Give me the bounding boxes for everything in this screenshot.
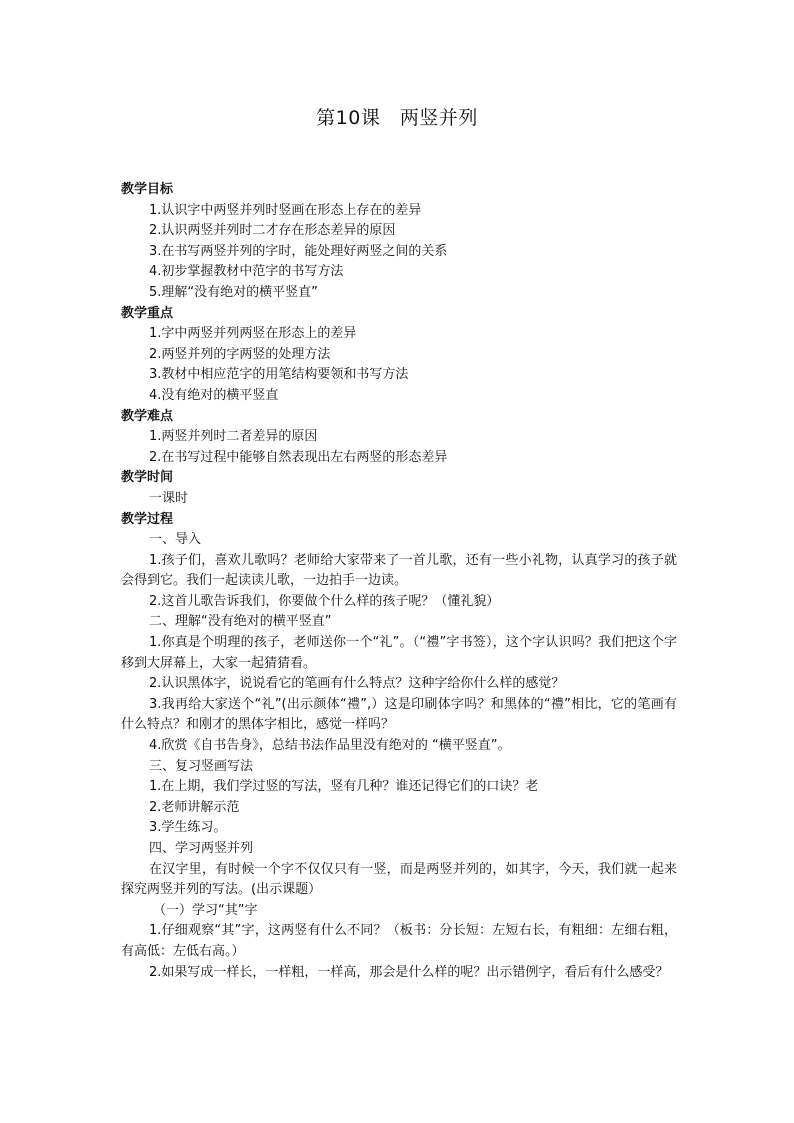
paragraph: 在汉字里，有时候一个字不仅仅只有一竖，而是两竖并列的，如其字，今天，我们就一起来探究两竖并列的写法。(出示课题） xyxy=(121,861,677,898)
paragraph: 3.我再给大家送个“礼”(出示颜体“禮”,）这是印刷体字吗？和黑体的“禮”相比，它的笔画有什么特点？和刚才的黑体字相比，感觉一样吗？ xyxy=(121,696,677,733)
goal-item: 2.认识两竖并列时二才存在形态差异的原因 xyxy=(149,223,396,239)
section-heading-key: 教学重点 xyxy=(121,305,174,321)
section-heading-goals: 教学目标 xyxy=(121,182,174,197)
key-item: 1.字中两竖并列两竖在形态上的差异 xyxy=(149,326,357,342)
paragraph: 2.如果写成一样长，一样粗，一样高，那会是什么样的呢？出示错例字，看后有什么感受？ xyxy=(149,964,669,980)
page-title: 第10课 两竖并列 xyxy=(316,107,478,129)
paragraph: 1.在上期，我们学过竖的写法，竖有几种？谁还记得它们的口诀？老 xyxy=(149,779,539,795)
goal-item: 3.在书写两竖并列的字时，能处理好两竖之间的关系 xyxy=(149,243,448,259)
difficulty-item: 1.两竖并列时二者差异的原因 xyxy=(149,429,318,445)
section-heading-time: 教学时间 xyxy=(121,470,174,486)
section-heading-difficulty: 教学难点 xyxy=(121,408,174,424)
process-step-heading: 四、学习两竖并列 xyxy=(149,841,254,856)
goal-item: 1.认识字中两竖并列时竖画在形态上存在的差异 xyxy=(149,202,422,218)
key-item: 2.两竖并列的字两竖的处理方法 xyxy=(149,346,331,362)
goal-item: 4.初步掌握教材中范字的书写方法 xyxy=(149,264,344,280)
paragraph: 2.这首儿歌告诉我们，你要做个什么样的孩子呢？（懂礼貌） xyxy=(149,593,500,609)
paragraph: 3.学生练习。 xyxy=(149,820,227,836)
section-heading-process: 教学过程 xyxy=(121,511,174,527)
paragraph: 4.欣赏《自书告身》，总结书法作品里没有绝对的 “横平竖直”。 xyxy=(149,738,511,754)
difficulty-item: 2.在书写过程中能够自然表现出左右两竖的形态差异 xyxy=(149,449,448,465)
goal-item: 5.理解“没有绝对的横平竖直” xyxy=(149,284,318,300)
paragraph: 1.孩子们，喜欢儿歌吗？老师给大家带来了一首儿歌，还有一些小礼物，认真学习的孩子就会得到它。我们一起读读儿歌，一边拍手一边读。 xyxy=(121,552,677,589)
paragraph: 1.仔细观察“其”字，这两竖有什么不同？（板书：分长短：左短右长，有粗细：左细右粗，有高低：左低右高。） xyxy=(121,923,677,959)
process-step-heading: 三、复习竖画写法 xyxy=(149,758,254,774)
subsection-heading: （一）学习“其”字 xyxy=(153,902,258,918)
paragraph: 2.老师讲解示范 xyxy=(149,799,240,815)
key-item: 4.没有绝对的横平竖直 xyxy=(149,387,279,403)
paragraph: 1.你真是个明理的孩子，老师送你一个“礼”。（“禮”字书签），这个字认识吗？我们把这个字移到大屏幕上，大家一起猜猜看。 xyxy=(121,635,677,671)
document-body xyxy=(121,180,677,983)
time-value: 一课时 xyxy=(149,490,189,506)
key-item: 3.教材中相应范字的用笔结构要领和书写方法 xyxy=(149,367,409,383)
process-step-heading: 一、导入 xyxy=(149,532,202,548)
paragraph: 2.认识黑体字，说说看它的笔画有什么特点？这种字给你什么样的感觉？ xyxy=(149,676,565,692)
process-step-heading: 二、理解“没有绝对的横平竖直” xyxy=(149,614,332,630)
